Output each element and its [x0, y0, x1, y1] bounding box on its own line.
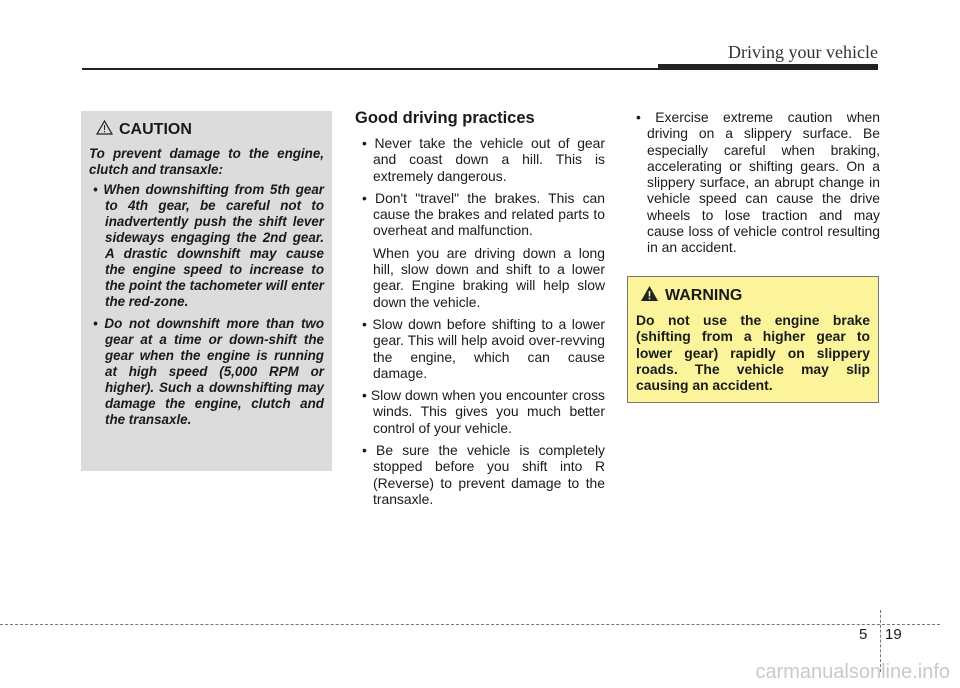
warning-title-text: WARNING — [665, 287, 743, 304]
caution-title-text: CAUTION — [119, 121, 192, 138]
header-rule-accent — [658, 64, 878, 70]
list-item: • Never take the vehicle out of gear and coast down a hill. This is extremely dangerous. — [362, 135, 605, 184]
watermark: carmanualsonline.info — [755, 661, 950, 683]
section-heading: Good driving practices — [355, 109, 535, 127]
chapter-number: 5 — [859, 626, 868, 643]
right-column — [629, 109, 880, 262]
list-item: • Don't "travel" the brakes. This can cause the brakes and related parts to overheat and malfunction. — [362, 189, 605, 239]
caution-intro: To prevent damage to the engine, clutch and transaxle: — [89, 146, 324, 177]
section-header: Driving your vehicle — [728, 42, 878, 62]
list-item-paragraph: When you are driving down a long hill, slow down and shift to a lower gear. Engine braking will help slow down the vehicle. — [373, 244, 605, 310]
warning-title — [636, 285, 870, 307]
page-number: 19 — [885, 626, 902, 643]
caution-box — [81, 111, 332, 471]
caution-list — [89, 182, 324, 428]
warning-triangle-filled-icon — [640, 285, 659, 307]
footer-rule — [0, 624, 940, 625]
good-driving-list-cont — [355, 316, 605, 507]
list-item: • Be sure the vehicle is completely stopped before you shift into R (Reverse) to prevent damage to the transaxle. — [362, 442, 605, 507]
list-item: • Slow down when you encounter cross winds. This gives you much better control of your vehicle. — [362, 387, 605, 436]
caution-title — [89, 120, 324, 140]
good-driving-section — [355, 109, 605, 513]
warning-triangle-outline-icon — [96, 120, 113, 140]
caution-item: • Do not downshift more than two gear at a time or down-shift the gear when the engine is running at high speed (5,000 RPM or higher). Such a downshifting may damage the engine, clutch and the transaxle. — [93, 316, 324, 427]
right-list — [629, 109, 880, 256]
list-item: • Exercise extreme caution when driving on a slippery surface. Be especially careful when braking, accelerating or shifting gears. On a slippery surface, an abrupt change in vehicle speed can cause the drive wheels to lose traction and may cause loss of vehicle control resulting in an accident. — [636, 109, 880, 256]
list-item: • Slow down before shifting to a lower gear. This will help avoid over-revving the engine, which can cause damage. — [362, 315, 605, 381]
caution-item: • When downshifting from 5th gear to 4th gear, be careful not to inadvertently push the shift lever sideways engaging the 2nd gear. A drastic downshift may cause the engine speed to increase to the point the tachometer will enter the red-zone. — [93, 182, 324, 309]
caution-body — [89, 146, 324, 428]
warning-box — [627, 276, 879, 403]
good-driving-list — [355, 135, 605, 239]
warning-body: Do not use the engine brake (shifting from a higher gear to lower gear) rapidly on slippery roads. The vehicle may slip causing an accident. — [636, 312, 870, 394]
